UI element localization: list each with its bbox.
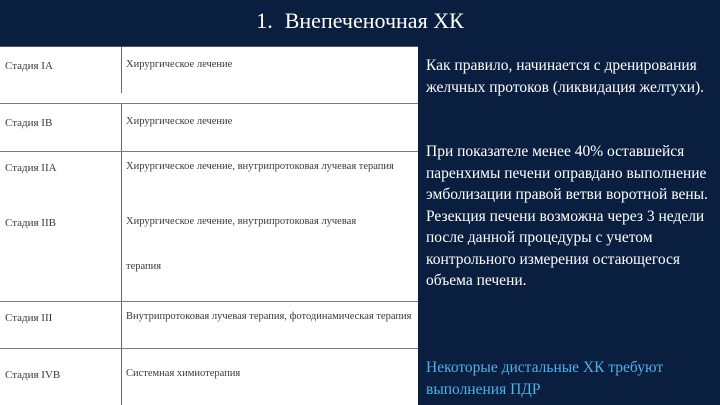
stage-treatment: Хирургическое лечение, внутрипротоковая лучевая терапия — [126, 161, 394, 172]
stage-label: Стадия III — [5, 312, 53, 324]
note-embolization: При показателе менее 40% оставшейся паренхимы печени оправдано выполнение эмболизации правой ветви воротной вены. Резекция печени возможна через 3 недели после данной процедуры с учетом контрольного измерения остающегося объема печени. — [426, 143, 708, 289]
slide-title — [0, 6, 720, 36]
stage-treatment: Хирургическое лечение — [126, 59, 233, 70]
stage-label: Стадия IIB — [5, 217, 56, 229]
slide-title-number: 1. — [256, 8, 273, 33]
stage-treatment: Хирургическое лечение, внутрипротоковая лучевая — [126, 216, 357, 227]
table-row — [0, 348, 418, 405]
slide-title-text: Внепеченочная ХК — [284, 8, 464, 33]
staging-table — [0, 46, 418, 405]
stage-treatment: Хирургическое лечение — [126, 116, 233, 127]
note-drainage: Как правило, начинается с дренирования желчных протоков (ликвидация желтухи). — [426, 57, 705, 96]
note-pdr: Некоторые дистальные ХК требуют выполнения ПДР — [426, 359, 664, 398]
stage-treatment: Внутрипротоковая лучевая терапия, фотодинамическая терапия — [126, 311, 412, 322]
stage-treatment: терапия — [126, 261, 162, 272]
stage-label: Стадия IA — [5, 60, 53, 72]
stage-treatment: Системная химиотерапия — [126, 368, 241, 379]
table-row — [0, 46, 418, 104]
table-row — [0, 301, 418, 349]
stage-label: Стадия IB — [5, 117, 53, 129]
stage-label: Стадия IIA — [5, 162, 57, 174]
stage-label: Стадия IVB — [5, 369, 61, 381]
table-row — [0, 103, 418, 152]
table-row — [0, 211, 418, 301]
table-row — [0, 151, 418, 212]
